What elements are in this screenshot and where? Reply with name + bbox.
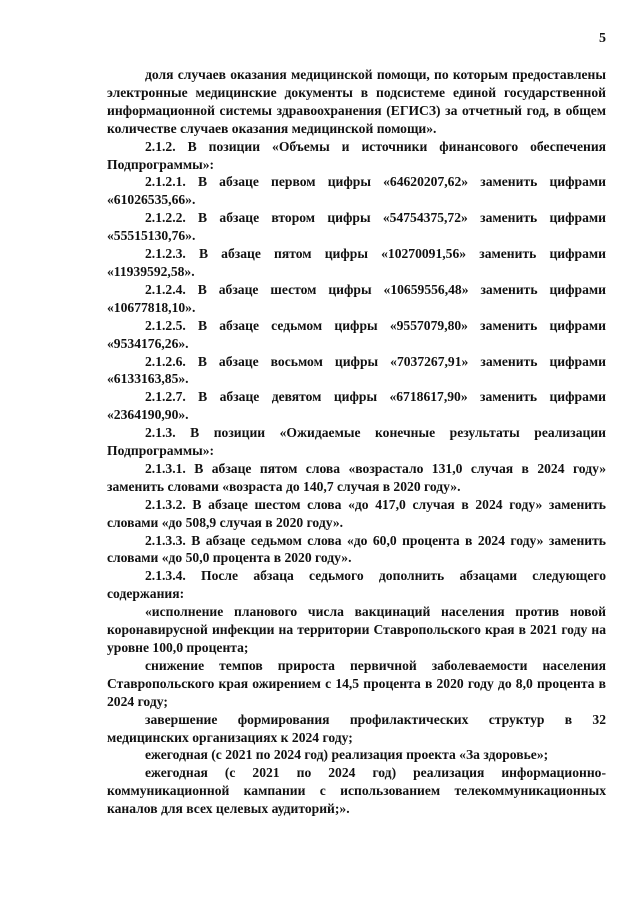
page-number: 5 — [599, 31, 606, 46]
paragraph: 2.1.2.3. В абзаце пятом цифры «10270091,56» заменить цифрами «11939592,58». — [107, 246, 606, 279]
paragraph: ежегодная (с 2021 по 2024 год) реализация информационно-коммуникационной кампании с использованием телекоммуникационных каналов для всех целевых аудиторий;». — [107, 765, 606, 817]
paragraph: 2.1.3. В позиции «Ожидаемые конечные результаты реализации Подпрограммы»: — [107, 425, 606, 459]
paragraph: 2.1.2.6. В абзаце восьмом цифры «7037267,91» заменить цифрами «6133163,85». — [107, 353, 606, 387]
paragraph: 2.1.2. В позиции «Объемы и источники финансового обеспечения Подпрограммы»: — [107, 138, 606, 172]
paragraph: 2.1.2.7. В абзаце девятом цифры «6718617,90» заменить цифрами «2364190,90». — [107, 389, 606, 423]
paragraph: 2.1.2.4. В абзаце шестом цифры «10659556,48» заменить цифрами «10677818,10». — [107, 281, 606, 315]
paragraph: «исполнение планового числа вакцинаций населения против новой коронавирусной инфекции на территории Ставропольского края в 2021 году на уровне 100,0 процента; — [107, 604, 606, 655]
document-body — [107, 66, 606, 818]
paragraph: доля случаев оказания медицинской помощи, по которым предоставлены электронные медицинские документы в подсистеме единой государственной информационной системы здравоохранения (ЕГИСЗ) за отчетный год, в общем количестве случаев оказания медицинской помощи». — [107, 67, 606, 136]
paragraph: снижение темпов прироста первичной заболеваемости населения Ставропольского края ожирением с 14,5 процента в 2020 году до 8,0 процента в 2024 году; — [107, 657, 606, 709]
paragraph: 2.1.2.2. В абзаце втором цифры «54754375,72» заменить цифрами «55515130,76». — [107, 210, 606, 244]
paragraph: 2.1.3.2. В абзаце шестом слова «до 417,0 случая в 2024 году» заменить словами «до 508,9 случая в 2020 году». — [107, 496, 606, 530]
paragraph: 2.1.3.1. В абзаце пятом слова «возрастало 131,0 случая в 2024 году» заменить словами «возраста до 140,7 случая в 2020 году». — [107, 460, 606, 494]
paragraph: 2.1.3.4. После абзаца седьмого дополнить абзацами следующего содержания: — [107, 568, 606, 602]
paragraph: завершение формирования профилактических структур в 32 медицинских организациях к 2024 году; — [107, 711, 606, 745]
paragraph: 2.1.2.1. В абзаце первом цифры «64620207,62» заменить цифрами «61026535,66». — [107, 174, 606, 208]
paragraph: 2.1.3.3. В абзаце седьмом слова «до 60,0 процента в 2024 году» заменить словами «до 50,0 процента в 2020 году». — [107, 532, 606, 566]
paragraph: 2.1.2.5. В абзаце седьмом цифры «9557079,80» заменить цифрами «9534176,26». — [107, 317, 606, 351]
paragraph: ежегодная (с 2021 по 2024 год) реализация проекта «За здоровье»; — [145, 747, 549, 763]
